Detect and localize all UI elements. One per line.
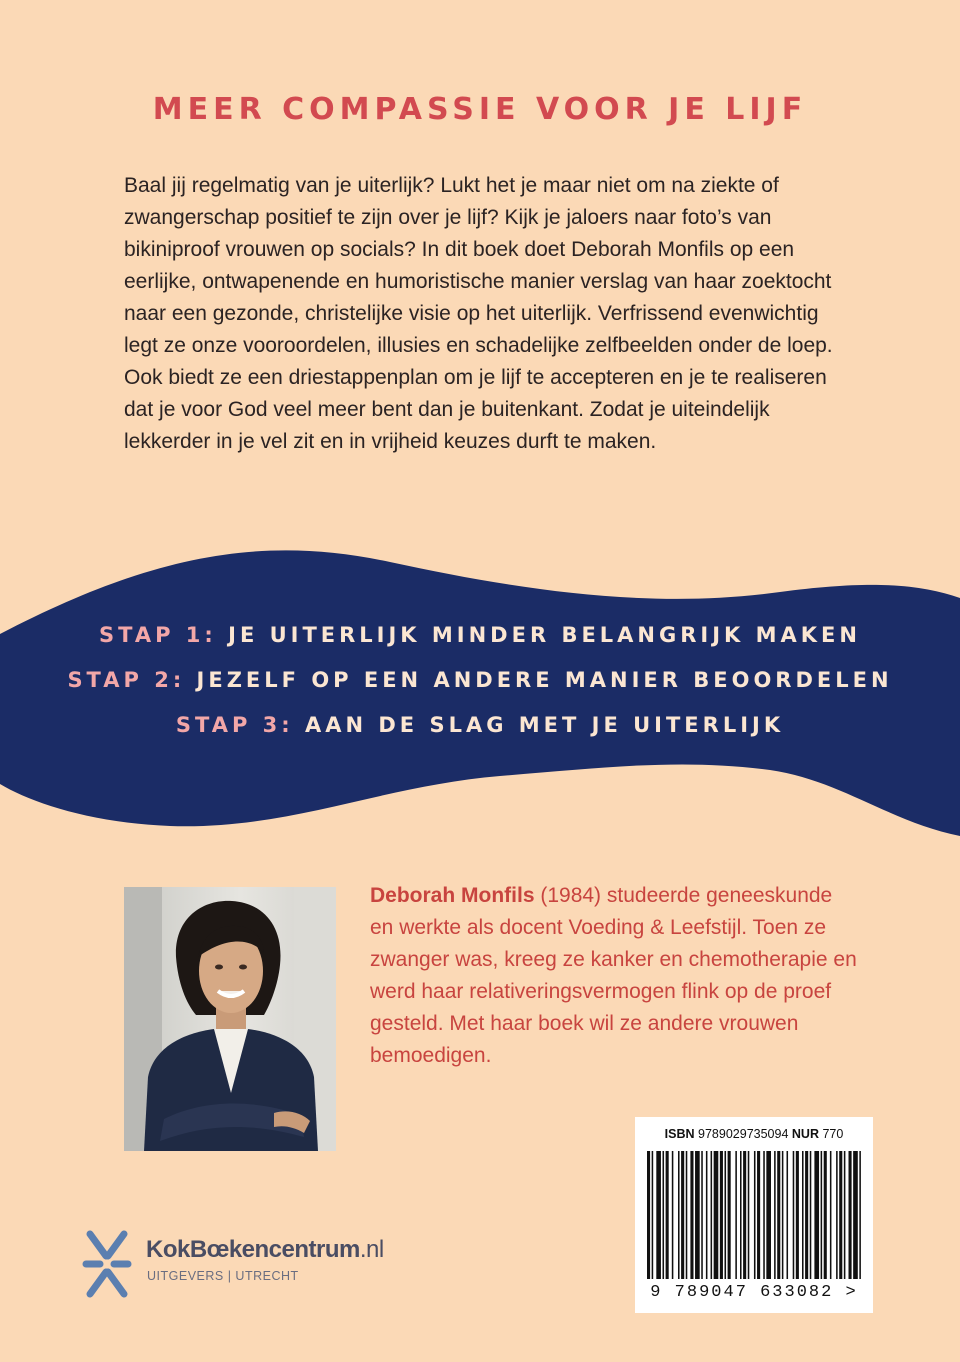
barcode-bar <box>672 1151 674 1279</box>
author-bio <box>370 880 860 1072</box>
barcode-bar <box>839 1151 842 1279</box>
barcode-bar <box>701 1151 703 1279</box>
nur-number: 770 <box>822 1127 844 1141</box>
steps-list <box>0 624 960 759</box>
author-photo <box>124 887 336 1151</box>
barcode-digits: 9 789047 633082 > <box>650 1283 858 1302</box>
barcode-bar <box>690 1151 693 1279</box>
barcode-bars <box>645 1151 863 1279</box>
author-portrait-illustration <box>124 887 336 1151</box>
book-blurb: Baal jij regelmatig van je uiterlijk? Lukt het je maar niet om na ziekte of zwangerschap positief te zijn over je lijf? Kijk je jaloers naar foto’s van bikiniproof vrouwen op socials? In dit boek doet Deborah Monfils op een eerlijke, ontwapenende en humoristische manier verslag van haar zoektocht naar een gezonde, christelijke visie op het uiterlijk. Verfrissend evenwichtig legt ze onze vooroordelen, illusies en schadelijke zelfbeelden onder de loep. Ook biedt ze een driestappenplan om je lijf te accepteren en je te realiseren dat je voor God veel meer bent dan je buitenkant. Zodat je uiteindelijk lekkerder in je vel zit en in vrijheid keuzes durft te maken. <box>124 174 833 453</box>
author-bio-text: (1984) studeerde geneeskunde en werkte als docent Voeding & Leefstijl. Toen ze zwanger was, kreeg ze kanker en chemotherapie en werd haar relativeringsvermogen flink op de proef gesteld. Met haar boek wil ze andere vrouwen bemoedigen. <box>370 884 857 1067</box>
barcode-bar <box>714 1151 719 1279</box>
barcode-bar <box>782 1151 784 1279</box>
barcode-bar <box>757 1151 760 1279</box>
step-3 <box>0 714 960 736</box>
isbn-number: 9789029735094 <box>698 1127 789 1141</box>
barcode-bar <box>754 1151 756 1279</box>
barcode-bar <box>805 1151 808 1279</box>
barcode-bar <box>830 1151 832 1279</box>
barcode-bar <box>853 1151 858 1279</box>
step-1-text: JE UITERLIJK MINDER BELANGRIJK MAKEN <box>228 623 861 647</box>
publisher-name-main: KokBœkencentrum <box>146 1236 360 1263</box>
barcode-bar <box>849 1151 852 1279</box>
barcode-bar <box>824 1151 827 1279</box>
barcode-bar <box>656 1151 661 1279</box>
barcode-bar <box>810 1151 812 1279</box>
isbn-line <box>635 1127 873 1141</box>
step-1 <box>0 624 960 646</box>
barcode-bar <box>740 1151 742 1279</box>
barcode-bar <box>802 1151 804 1279</box>
barcode-bar <box>663 1151 665 1279</box>
step-3-text: AAN DE SLAG MET JE UITERLIJK <box>304 713 785 737</box>
barcode-bar <box>666 1151 669 1279</box>
step-3-label: STAP 3: <box>175 713 294 737</box>
barcode-bar <box>777 1151 780 1279</box>
barcode-bar <box>725 1151 727 1279</box>
step-2 <box>0 669 960 691</box>
publisher-mark-icon <box>80 1226 134 1300</box>
barcode-bar <box>706 1151 708 1279</box>
barcode-bar <box>787 1151 789 1279</box>
barcode-bar <box>695 1151 700 1279</box>
barcode-block <box>635 1117 873 1313</box>
barcode-bar <box>652 1151 654 1279</box>
barcode-bar <box>735 1151 737 1279</box>
barcode-bar <box>711 1151 713 1279</box>
barcode-bar <box>647 1151 650 1279</box>
barcode-bar <box>728 1151 731 1279</box>
publisher-tagline: UITGEVERS | UTRECHT <box>147 1269 299 1283</box>
barcode-bar <box>720 1151 723 1279</box>
barcode-bar <box>814 1151 819 1279</box>
author-name: Deborah Monfils <box>370 884 535 907</box>
barcode-bar <box>821 1151 823 1279</box>
step-2-label: STAP 2: <box>67 668 186 692</box>
barcode-bar <box>844 1151 846 1279</box>
barcode-bar <box>678 1151 680 1279</box>
barcode-bar <box>793 1151 795 1279</box>
isbn-label: ISBN <box>664 1127 695 1141</box>
barcode-bar <box>681 1151 684 1279</box>
barcode-bar <box>766 1151 771 1279</box>
barcode-bar <box>743 1151 746 1279</box>
nur-label: NUR <box>791 1127 819 1141</box>
step-2-text: JEZELF OP EEN ANDERE MANIER BEOORDELEN <box>196 668 893 692</box>
barcode-bar <box>859 1151 861 1279</box>
publisher-domain: .nl <box>359 1236 384 1263</box>
cover-title: MEER COMPASSIE VOOR JE LIJF <box>152 92 808 127</box>
barcode-bar <box>836 1151 838 1279</box>
barcode-bar <box>763 1151 765 1279</box>
publisher-name <box>146 1236 384 1264</box>
publisher-logo <box>80 1226 440 1306</box>
barcode-bar <box>686 1151 688 1279</box>
step-1-label: STAP 1: <box>99 623 217 647</box>
barcode-bar <box>796 1151 799 1279</box>
barcode-bar <box>774 1151 776 1279</box>
barcode-bar <box>748 1151 750 1279</box>
